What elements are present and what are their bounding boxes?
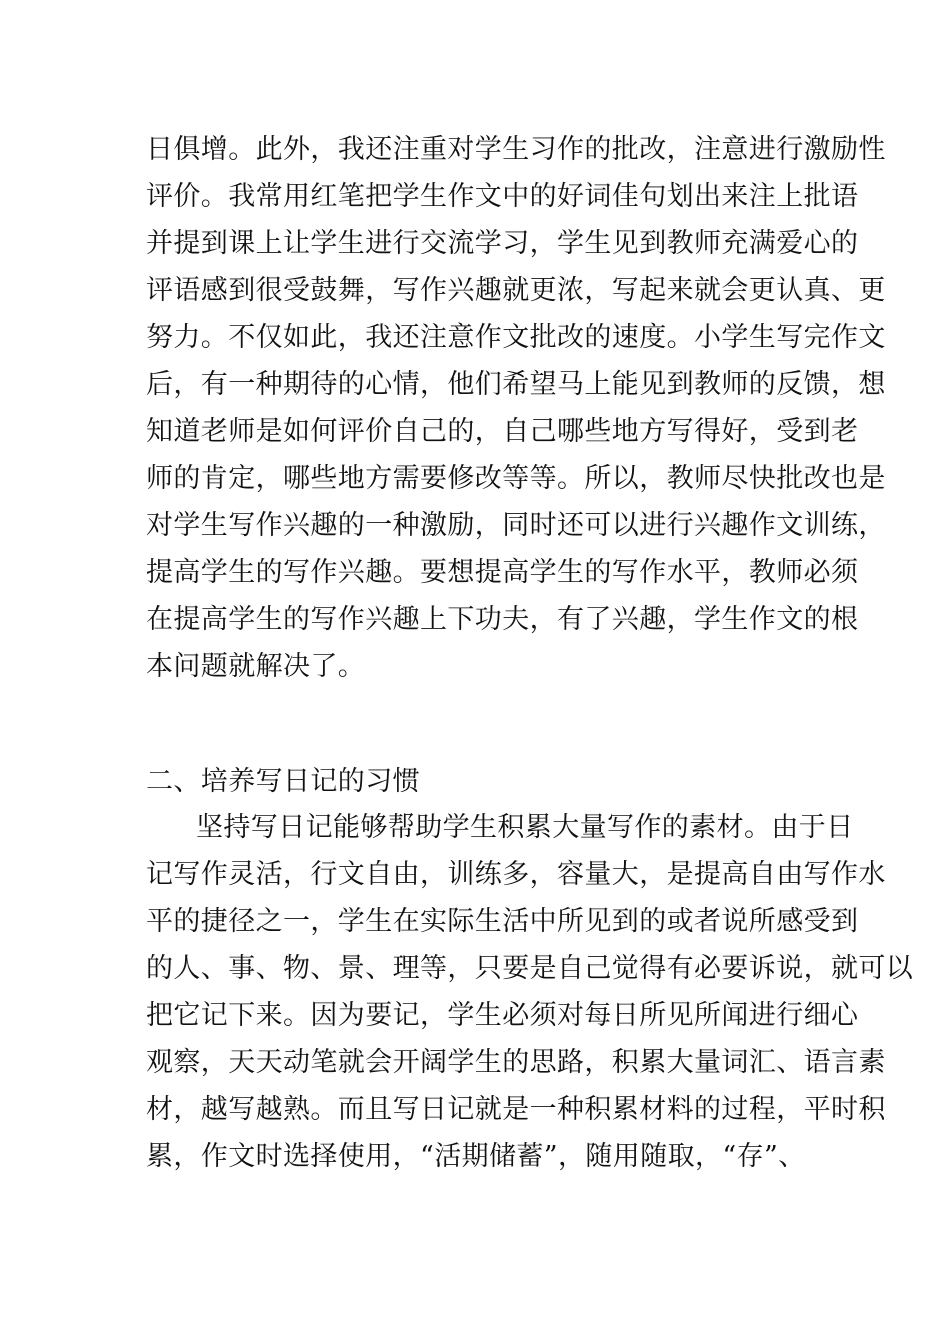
text-line: 平的捷径之一，学生在实际生活中所见到的或者说所感受到 — [146, 906, 859, 937]
text-line: 提高学生的写作兴趣。要想提高学生的写作水平，教师必须 — [146, 557, 859, 588]
text-line: 在提高学生的写作兴趣上下功夫，有了兴趣，学生作文的根 — [146, 604, 859, 635]
text-line: 累，作文时选择使用，“活期储蓄”，随用随取，“存”、 — [146, 1141, 806, 1172]
text-line: 努力。不仅如此，我还注意作文批改的速度。小学生写完作文 — [146, 322, 886, 353]
text-line: 对学生写作兴趣的一种激励，同时还可以进行兴趣作文训练， — [146, 510, 886, 541]
text-line: 师的肯定，哪些地方需要修改等等。所以，教师尽快批改也是 — [146, 463, 886, 494]
text-line: 坚持写日记能够帮助学生积累大量写作的素材。由于日 — [196, 812, 854, 843]
text-line: 本问题就解决了。 — [146, 651, 366, 682]
text-line: 后，有一种期待的心情，他们希望马上能见到教师的反馈，想 — [146, 369, 886, 400]
text-line: 知道老师是如何评价自己的，自己哪些地方写得好，受到老 — [146, 416, 859, 447]
text-line: 材，越写越熟。而且写日记就是一种积累材料的过程，平时积 — [146, 1094, 886, 1125]
text-line: 并提到课上让学生进行交流学习，学生见到教师充满爱心的 — [146, 228, 859, 259]
text-line: 把它记下来。因为要记，学生必须对每日所见所闻进行细心 — [146, 1000, 859, 1031]
section-heading: 二、培养写日记的习惯 — [146, 766, 420, 797]
text-line: 观察，天天动笔就会开阔学生的思路，积累大量词汇、语言素 — [146, 1047, 886, 1078]
text-line: 的人、事、物、景、理等，只要是自己觉得有必要诉说，就可以 — [146, 953, 914, 984]
text-line: 记写作灵活，行文自由，训练多，容量大，是提高自由写作水 — [146, 859, 886, 890]
text-line: 评语感到很受鼓舞，写作兴趣就更浓，写起来就会更认真、更 — [146, 275, 886, 306]
text-line: 评价。我常用红笔把学生作文中的好词佳句划出来注上批语 — [146, 181, 859, 212]
text-line: 日俱增。此外，我还注重对学生习作的批改，注意进行激励性 — [146, 134, 886, 165]
